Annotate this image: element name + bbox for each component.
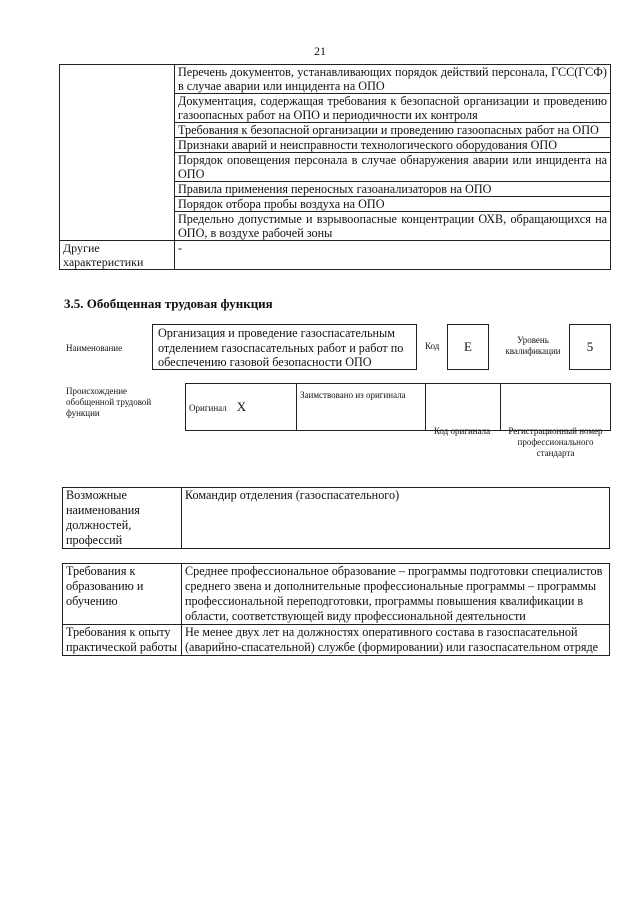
page-number: 21: [314, 44, 326, 58]
knowledge-table: [59, 64, 611, 270]
requirements-table: [62, 563, 610, 656]
original-cell: [186, 384, 297, 431]
positions-value: Командир отделения (газоспасательного): [182, 488, 610, 549]
experience-requirements-value: Не менее двух лет на должностях оперативного состава в газоспасательной (аварийно-спасательной) службе (формировании) или газоспасательном отряде: [182, 625, 610, 656]
knowledge-item: Требования к безопасной организации и проведению газоопасных работ на ОПО: [175, 123, 611, 138]
knowledge-item: Предельно допустимые и взрывоопасные концентрации ОХВ, обращающихся на ОПО, в воздухе рабочей зоны: [175, 212, 611, 241]
qualification-level-label: Уровень квалификации: [505, 335, 561, 356]
table-row: [63, 488, 610, 549]
education-requirements-label: Требования к образованию и обучению: [63, 564, 182, 625]
code-label: Код: [425, 341, 440, 351]
name-label: Наименование: [66, 343, 123, 353]
other-characteristics-value: -: [175, 241, 611, 270]
function-name-value: Организация и проведение газоспасательным отделением газоспасательных работ и работ по обеспечению газовой безопасности ОПО: [152, 324, 417, 370]
origin-table: [185, 383, 611, 431]
knowledge-item: Признаки аварий и неисправности технологического оборудования ОПО: [175, 138, 611, 153]
experience-requirements-label: Требования к опыту практической работы: [63, 625, 182, 656]
qualification-level-value: 5: [569, 324, 611, 370]
origin-label: Происхождение обобщенной трудовой функции: [66, 386, 152, 418]
knowledge-label-cell: [60, 65, 175, 241]
positions-table: [62, 487, 610, 549]
education-requirements-value: Среднее профессиональное образование – программы подготовки специалистов среднего звена и дополнительные профессиональные программы – программы профессиональной переподготовки, программы повышения квалификации в области, соответствующей виду профессиональной деятельности: [182, 564, 610, 625]
knowledge-item: Перечень документов, устанавливающих порядок действий персонала, ГСС(ГСФ) в случае аварии или инцидента на ОПО: [175, 65, 611, 94]
table-row: [186, 384, 611, 431]
knowledge-item: Порядок оповещения персонала в случае обнаружения аварии или инцидента на ОПО: [175, 153, 611, 182]
table-row: [60, 241, 611, 270]
reg-number-cell: [501, 384, 611, 431]
table-row: [60, 65, 611, 94]
code-original-cell: [426, 384, 501, 431]
code-original-label: Код оригинала: [433, 426, 491, 436]
knowledge-item: Правила применения переносных газоанализаторов на ОПО: [175, 182, 611, 197]
table-row: [63, 564, 610, 625]
borrowed-label: Заимствовано из оригинала: [297, 384, 426, 431]
knowledge-item: Документация, содержащая требования к безопасной организации и проведению газоопасных работ на ОПО и периодичности их контроля: [175, 94, 611, 123]
reg-number-label: Регистрационный номер профессионального стандарта: [508, 426, 603, 458]
knowledge-item: Порядок отбора пробы воздуха на ОПО: [175, 197, 611, 212]
positions-label: Возможные наименования должностей, профессий: [63, 488, 182, 549]
table-row: [63, 625, 610, 656]
original-label: Оригинал: [189, 403, 227, 413]
original-mark: X: [236, 399, 247, 414]
other-characteristics-label: Другие характеристики: [60, 241, 175, 270]
section-title: 3.5. Обобщенная трудовая функция: [64, 296, 273, 311]
code-value: Е: [447, 324, 489, 370]
